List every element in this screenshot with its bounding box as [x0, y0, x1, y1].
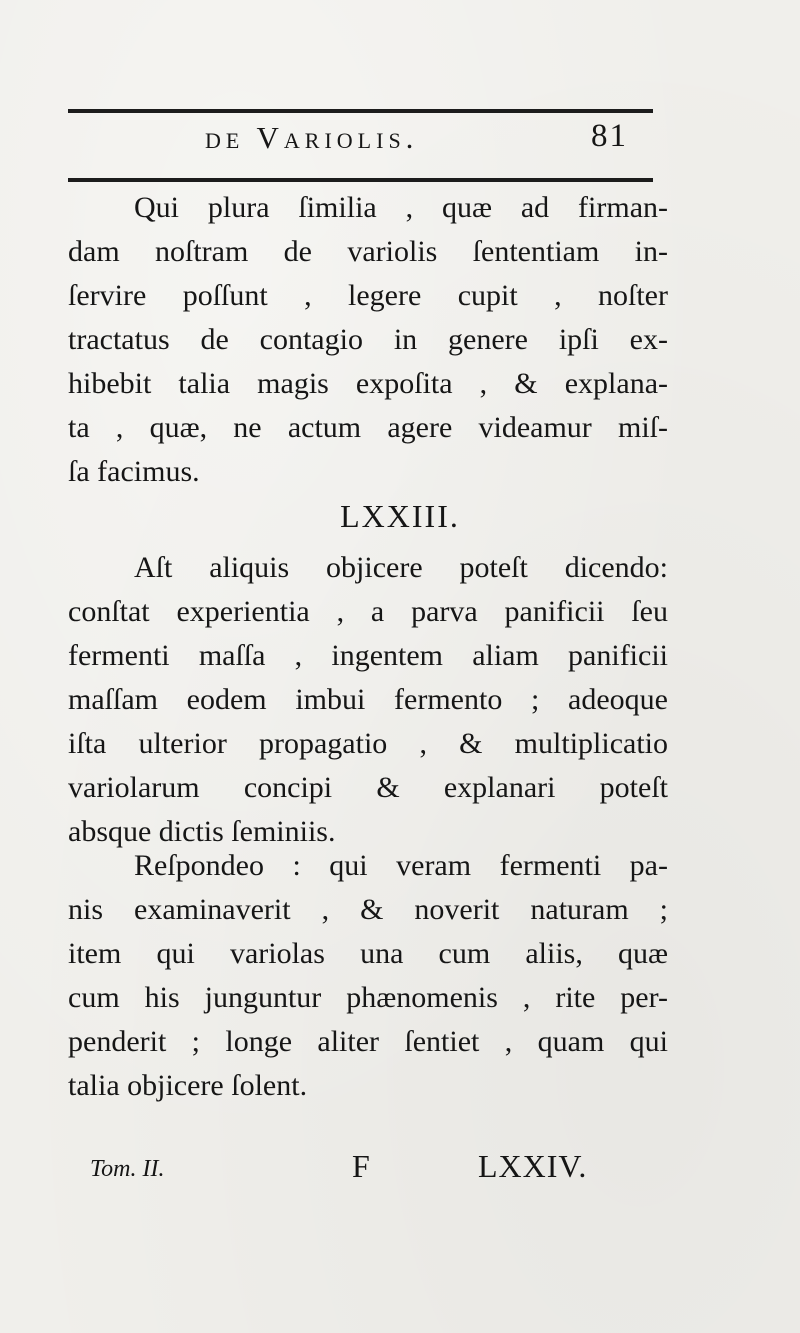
text-line: absque dictis ſeminiis. [68, 815, 336, 848]
text-line: item qui variolas una cum aliis, quæ [68, 937, 668, 970]
text-line: fermenti maſſa , ingentem aliam panificii [68, 639, 668, 672]
text-line: talia objicere ſolent. [68, 1069, 308, 1102]
text-line: ſervire poſſunt , legere cupit , noſter [68, 279, 668, 312]
text-line: iſta ulterior propagatio , & multiplicatio [68, 727, 668, 760]
text-line: variolarum concipi & explanari poteſt [68, 771, 668, 804]
text-line: maſſam eodem imbui fermento ; adeoque [68, 683, 668, 716]
text-line: conſtat experientia , a parva panificii ſeu [68, 595, 668, 628]
header-top-rule [68, 109, 653, 113]
page-number: 81 [591, 118, 628, 154]
text-line: ta , quæ, ne actum agere videamur miſ- [68, 411, 668, 444]
text-line: ſa facimus. [68, 455, 200, 488]
text-line: Aſt aliquis objicere poteſt dicendo: [134, 551, 668, 584]
footer-signature-mark: F [352, 1148, 370, 1184]
text-line: Qui plura ſimilia , quæ ad firman- [134, 191, 668, 224]
header-bottom-rule [68, 178, 653, 182]
section-heading: LXXIII. [340, 498, 460, 534]
text-line: cum his junguntur phænomenis , rite per- [68, 981, 668, 1014]
text-line: Reſpondeo : qui veram fermenti pa- [134, 849, 668, 882]
footer-volume: Tom. II. [90, 1156, 165, 1182]
text-line: dam noſtram de variolis ſententiam in- [68, 235, 668, 268]
text-line: hibebit talia magis expoſita , & explana- [68, 367, 668, 400]
text-line: tractatus de contagio in genere ipſi ex- [68, 323, 668, 356]
running-head-title: de Variolis. [205, 120, 419, 155]
text-line: nis examinaverit , & noverit naturam ; [68, 893, 668, 926]
footer-catchword: LXXIV. [478, 1148, 588, 1184]
text-line: penderit ; longe aliter ſentiet , quam qui [68, 1025, 668, 1058]
